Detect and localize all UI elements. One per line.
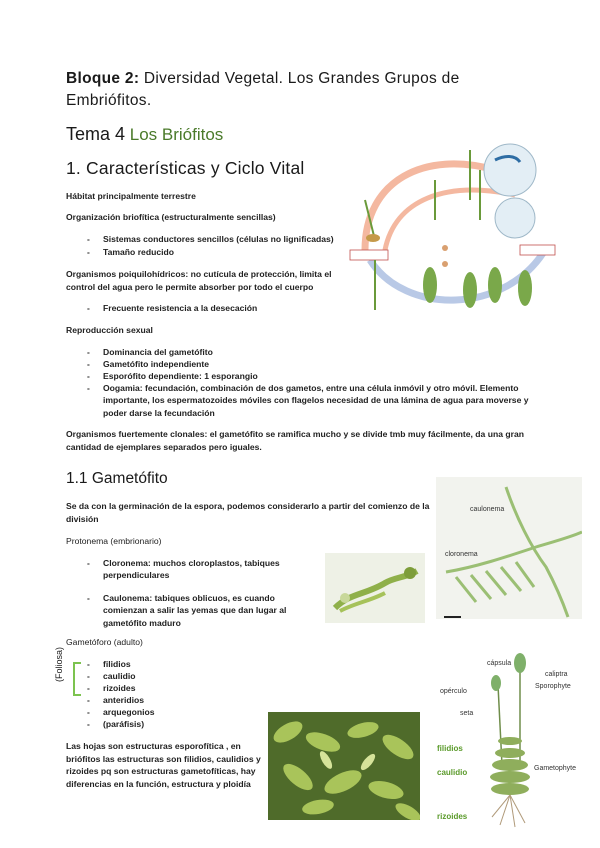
habitat-text: Hábitat principalmente terrestre [66, 191, 196, 201]
list-item: - Gametófito independiente [87, 359, 209, 369]
block-title [66, 68, 536, 112]
list-item: - arquegonios [87, 707, 155, 717]
gametophore-heading: Gametóforo (adulto) [66, 637, 143, 647]
reproduction-text: Reproducción sexual [66, 325, 153, 335]
cloronema-label: cloronema [445, 551, 478, 558]
topic-number: Tema 4 [66, 124, 126, 144]
gametophyte-label: Gametophyte [534, 765, 577, 772]
block-name: Diversidad Vegetal. Los Grandes Grupos de Embriófitos. [66, 70, 460, 109]
protonema-heading: Protonema (embrionario) [66, 536, 162, 546]
list-item: - Cloronema: muchos cloroplastos, tabiques perpendiculares [87, 558, 280, 581]
section-1-heading: 1. Características y Ciclo Vital [66, 158, 305, 178]
capsule-label: cápsula [487, 660, 512, 667]
list-item: - anteridios [87, 695, 145, 705]
section-1-1-heading: 1.1 Gametófito [66, 470, 168, 487]
list-item: - Oogamia: fecundación, combinación de dos gametos, entre una célula inmóvil y otro móvil. Elemento importante, los espermatozoides móviles con flagelos necesidad de una lámina de agua para moverse y poder darse la fecundación [87, 383, 529, 418]
moss-photo [268, 712, 420, 820]
organization-text: Organización briofítica (estructuralmente sencillas) [66, 212, 276, 222]
clonal-text: Organismos fuertemente clonales: el gametófito se ramifica mucho y se divide tmb muy fácilmente, da una gran cantidad de ejemplares separados pero iguales. [66, 429, 524, 452]
list-item: - Esporófito dependiente: 1 esporangio [87, 371, 258, 381]
caulonema-label: caulonema [470, 506, 505, 513]
leaves-note: Las hojas son estructuras esporofítica , en briófitos las estructuras son filidios, caulidios y rizoides pq son estructuras gametofíticas, hay diferencias en la función, estructura y ploidía [66, 741, 261, 789]
seta-label: seta [460, 710, 474, 717]
foliose-label: (Foliosa) [54, 646, 64, 682]
list-item: - caulidio [87, 671, 136, 681]
caulidium-label: caulidio [437, 768, 468, 777]
list-item: - Caulonema: tabiques oblicuos, es cuando comienzan a salir las yemas que dan lugar al gametófito maduro [87, 593, 287, 628]
list-item: - Tamaño reducido [87, 247, 174, 257]
foliose-bracket [73, 662, 81, 696]
topic-name: Los Briófitos [125, 125, 224, 144]
caulonema-micrograph [436, 477, 582, 619]
calyptra-label: caliptra [545, 671, 568, 678]
operculum-label: opérculo [440, 688, 467, 695]
phyllids-label: filidios [437, 744, 463, 753]
list-item: - rizoides [87, 683, 136, 693]
list-item: - Sistemas conductores sencillos (células no lignificadas) [87, 234, 334, 244]
list-item: - (paráfisis) [87, 719, 145, 729]
poikilohydric-text: Organismos poiquilohídricos: no cutícula de protección, limita el control del agua pero le permite absorber por todo el cuerpo [66, 269, 332, 292]
topic-title [66, 124, 223, 145]
list-item: - Dominancia del gametófito [87, 347, 213, 357]
sporophyte-label: Sporophyte [535, 683, 571, 690]
protonema-photo [325, 553, 425, 623]
list-item: - Frecuente resistencia a la desecación [87, 303, 258, 313]
rhizoids-label: rizoides [437, 812, 468, 821]
gametophyte-intro: Se da con la germinación de la espora, podemos considerarlo a partir del comienzo de la división [66, 501, 430, 524]
block-number: Bloque 2: [66, 70, 140, 87]
list-item: - filidios [87, 659, 131, 669]
life-cycle-diagram [345, 140, 560, 320]
